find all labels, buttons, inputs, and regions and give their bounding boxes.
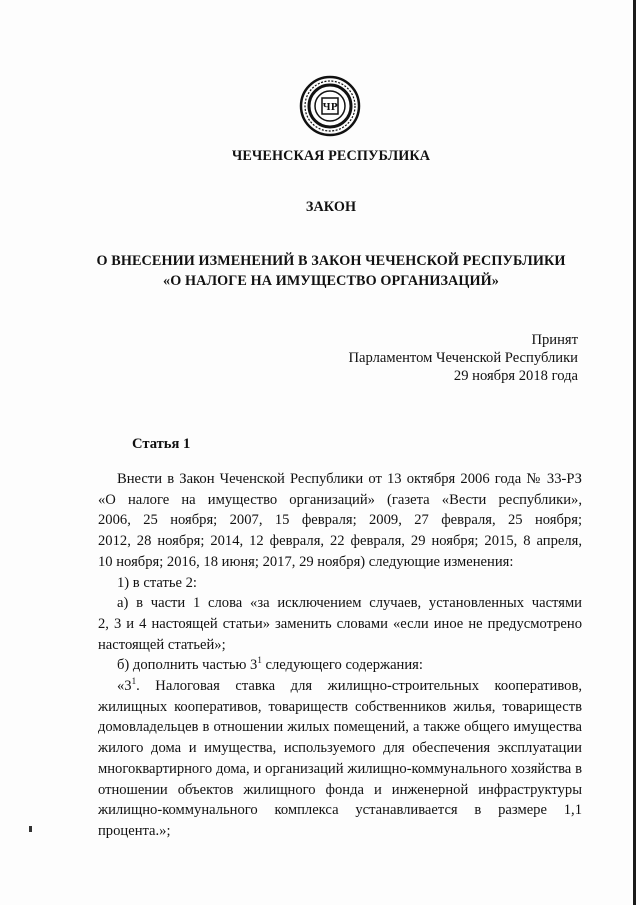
body-line: 2006, 25 ноября; 2007, 15 февраля; 2009, 27 февраля, 25 ноября; [98, 512, 582, 529]
adoption-line-2: Парламентом Чеченской Республики [348, 350, 578, 366]
body-line: процента.»; [98, 822, 171, 839]
scan-mark [29, 826, 32, 832]
adoption-line-1: Принят [531, 332, 578, 348]
body-line: настоящей статьей»; [98, 636, 226, 653]
body-line: отношении объектов жилищного фонда и инженерной инфраструктуры [98, 781, 582, 798]
document-type-heading: ЗАКОН [305, 199, 357, 215]
superscript: 1 [131, 676, 137, 687]
body-line: жилого дома и имущества, используемого для обеспечения эксплуатации [98, 740, 582, 757]
body-line: домовладельцев в отношении жилых помещений, а также общего имущества [98, 719, 582, 736]
text-span: следующего содержания: [261, 657, 423, 674]
article-body [98, 469, 582, 842]
adoption-block [348, 331, 578, 385]
coat-of-arms-icon [299, 75, 361, 137]
law-title [0, 251, 640, 291]
body-line: 2012, 28 ноября; 2014, 12 февраля, 22 февраля, 29 ноября; 2015, 8 апреля, [98, 533, 582, 550]
list-item-b [98, 655, 582, 676]
body-line: Внести в Закон Чеченской Республики от 13 октября 2006 года № 33-РЗ [117, 471, 582, 487]
law-title-line-2: «О НАЛОГЕ НА ИМУЩЕСТВО ОРГАНИЗАЦИЙ» [163, 273, 499, 289]
law-title-line-1: О ВНЕСЕНИИ ИЗМЕНЕНИЙ В ЗАКОН ЧЕЧЕНСКОЙ РЕСПУБЛИКИ [96, 253, 566, 269]
text-span: б) дополнить частью 3 [117, 657, 258, 674]
body-line: а) в части 1 слова «за исключением случаев, установленных частями [117, 595, 582, 612]
emblem-center-text: ЧР [322, 103, 338, 113]
text-span: «3 [117, 678, 132, 695]
body-line: жилищно-коммунального комплекса устанавливается в размере 1,1 [98, 802, 582, 819]
text-span: . Налоговая ставка для жилищно-строительных кооперативов, [136, 678, 582, 695]
adoption-date: 29 ноября 2018 года [453, 368, 578, 384]
body-line: 2, 3 и 4 настоящей статьи» заменить словами «если иное не предусмотрено [98, 615, 582, 632]
republic-heading: ЧЕЧЕНСКАЯ РЕСПУБЛИКА [231, 148, 431, 164]
article-heading: Статья 1 [132, 436, 191, 452]
body-line: «О налоге на имущество организаций» (газета «Вести республики», [98, 491, 582, 508]
superscript: 1 [257, 655, 262, 666]
body-line [98, 676, 582, 697]
body-line: жилищных кооперативов, товариществ собственников жилья, товариществ [98, 698, 582, 715]
body-line: многоквартирного дома, и организаций жилищно-коммунального хозяйства в [98, 760, 582, 777]
body-line: 10 ноября; 2016, 18 июня; 2017, 29 ноября) следующие изменения: [98, 553, 514, 570]
scan-edge-line [633, 0, 636, 905]
list-item-1: 1) в статье 2: [117, 574, 197, 591]
